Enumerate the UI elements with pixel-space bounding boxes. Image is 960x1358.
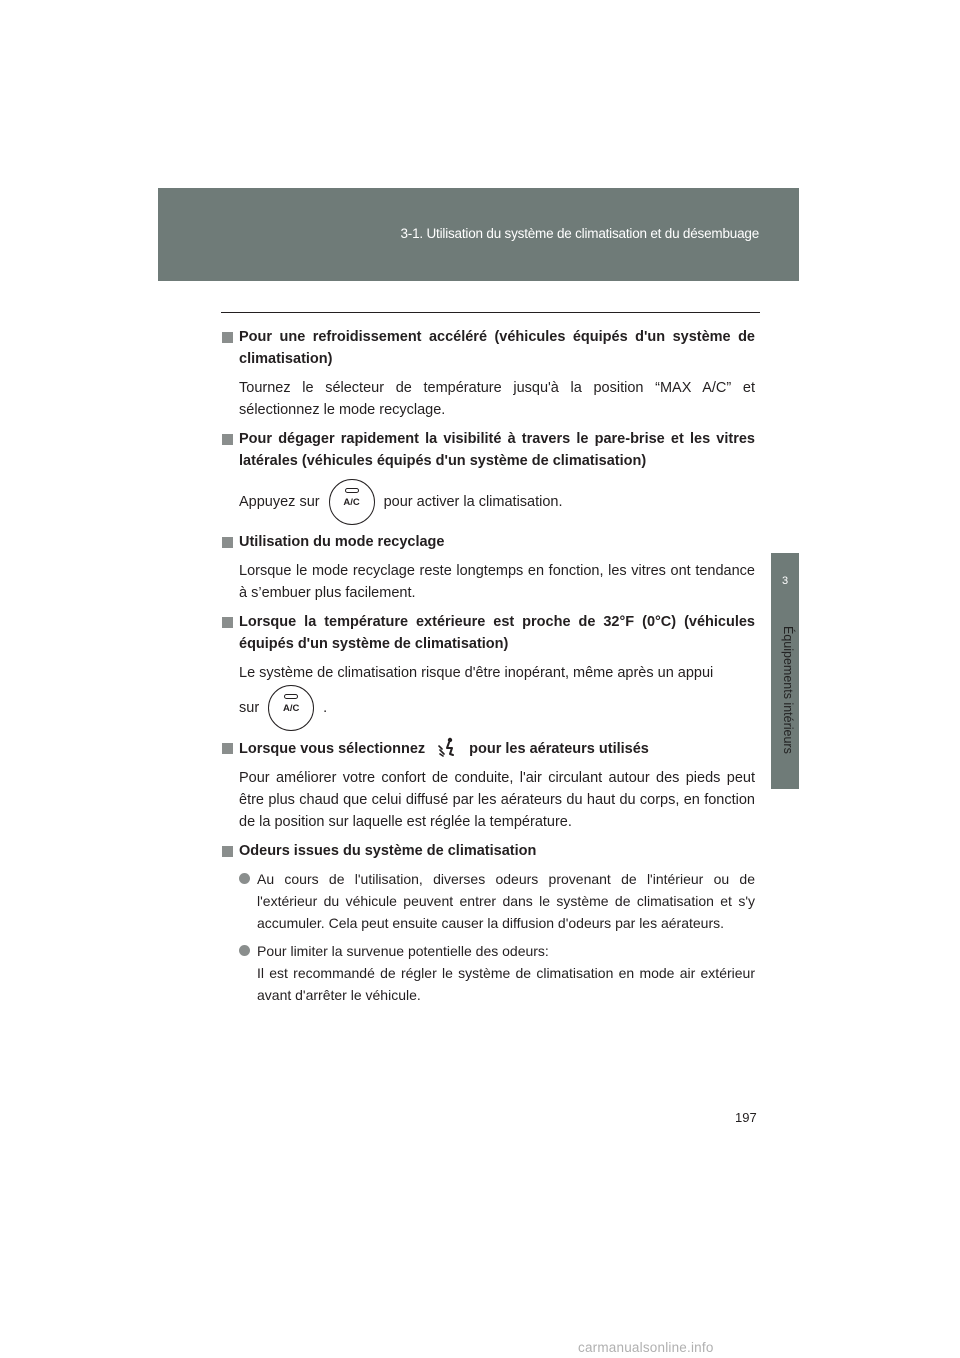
section-heading: Pour dégager rapidement la visibilité à travers le pare-brise et les vitres latérales (véhicules équipés d'un système de climatisation) — [222, 428, 755, 472]
square-bullet-icon — [222, 434, 233, 445]
section-text: Tournez le sélecteur de température jusqu'à la position “MAX A/C” et sélectionnez le mode recyclage. — [239, 380, 755, 418]
square-bullet-icon — [222, 537, 233, 548]
section-cold-temperature — [222, 611, 755, 730]
section-text: Pour améliorer votre confort de conduite, l'air circulant autour des pieds peut être plus chaud que celui diffusé par les aérateurs du haut du corps, en fonction de la position sur laquelle est réglée la température. — [239, 770, 755, 830]
chapter-title: 3-1. Utilisation du système de climatisation et du désembuage — [400, 226, 759, 241]
side-tab-label: Équipements intérieurs — [781, 626, 795, 754]
section-heading: Pour une refroidissement accéléré (véhicules équipés d'un système de climatisation) — [222, 326, 755, 370]
ac-button-icon: A/C — [268, 685, 314, 731]
section-heading: Lorsque vous sélectionnez pour les aérateurs utilisés — [222, 737, 755, 760]
section-text: Le système de climatisation risque d'être inopérant, même après un appui — [239, 665, 714, 681]
side-tab-number: 3 — [781, 575, 789, 587]
section-heading: Odeurs issues du système de climatisation — [222, 840, 755, 862]
section-recirculation — [222, 531, 755, 604]
ac-button-icon: A/C — [329, 479, 375, 525]
round-bullet-icon — [239, 873, 250, 884]
page-content — [222, 326, 755, 1013]
ac-instruction: Appuyez sur A/C pour activer la climatisation. — [222, 480, 755, 524]
list-item: Au cours de l'utilisation, diverses odeurs provenant de l'intérieur ou de l'extérieur du véhicule peuvent entrer dans le système de climatisation et s'y accumuler. Cela peut ensuite causer la diffusion d'odeurs par les aérateurs. — [222, 868, 755, 934]
list-item: Pour limiter la survenue potentielle des odeurs: Il est recommandé de régler le système de climatisation en mode air extérieur avant d'arrêter le véhicule. — [222, 940, 755, 1006]
page-number: 197 — [735, 1110, 757, 1125]
square-bullet-icon — [222, 743, 233, 754]
foot-vent-mode-icon — [437, 737, 459, 757]
section-heading: Utilisation du mode recyclage — [222, 531, 755, 553]
indicator-light-icon — [284, 694, 298, 699]
section-heading: Lorsque la température extérieure est proche de 32°F (0°C) (véhicules équipés d'un système de climatisation) — [222, 611, 755, 655]
round-bullet-icon — [239, 945, 250, 956]
indicator-light-icon — [345, 488, 359, 493]
section-odors — [222, 840, 755, 1006]
chapter-header — [158, 188, 799, 281]
square-bullet-icon — [222, 332, 233, 343]
section-foot-vents — [222, 737, 755, 833]
section-fast-cooling — [222, 326, 755, 421]
ac-instruction: sur A/C . — [222, 686, 755, 730]
watermark: carmanualsonline.info — [578, 1340, 714, 1355]
section-clear-windshield — [222, 428, 755, 524]
top-divider — [221, 312, 760, 313]
square-bullet-icon — [222, 617, 233, 628]
square-bullet-icon — [222, 846, 233, 857]
section-text: Lorsque le mode recyclage reste longtemps en fonction, les vitres ont tendance à s’embuer plus facilement. — [239, 563, 755, 601]
